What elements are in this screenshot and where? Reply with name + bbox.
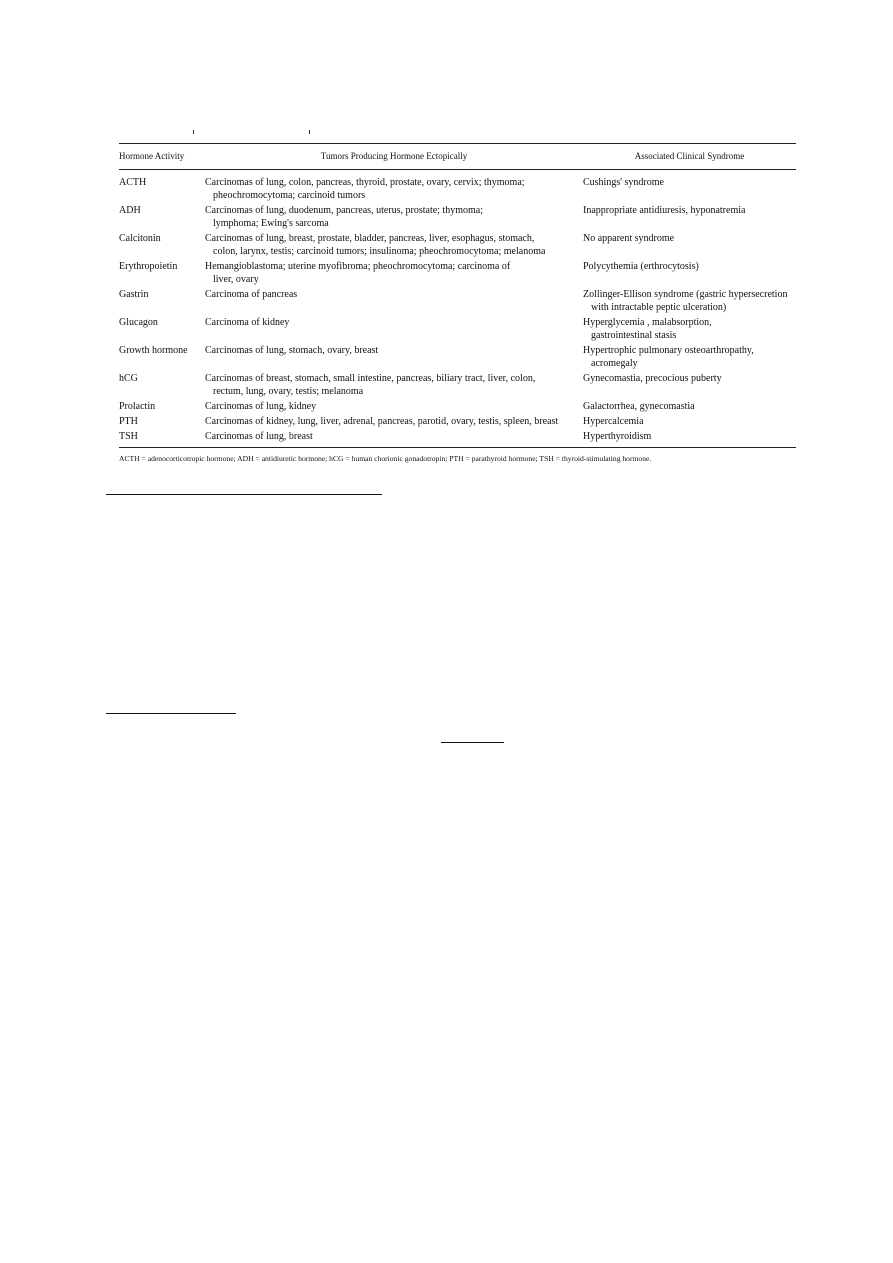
tumors-line: lymphoma; Ewing's sarcoma bbox=[213, 218, 329, 229]
tumors-line: liver, ovary bbox=[213, 274, 259, 285]
tumors-line: Carcinoma of kidney bbox=[205, 317, 290, 328]
syndrome-line: Galactorrhea, gynecomastia bbox=[583, 401, 695, 412]
hormone-cell: ADH bbox=[119, 205, 141, 216]
hormone-cell: Growth hormone bbox=[119, 345, 188, 356]
ectopic-hormone-table-container bbox=[119, 143, 796, 464]
tumors-line: rectum, lung, ovary, testis; melanoma bbox=[213, 386, 364, 397]
hormone-cell: Erythropoietin bbox=[119, 261, 178, 272]
ectopic-hormone-table bbox=[119, 143, 796, 448]
tumors-cell bbox=[205, 288, 583, 316]
column-header-syndrome: Associated Clinical Syndrome bbox=[583, 144, 796, 170]
table-row bbox=[119, 400, 796, 415]
tumors-cell bbox=[205, 260, 583, 288]
table-row bbox=[119, 430, 796, 448]
hormone-cell: PTH bbox=[119, 416, 138, 427]
table-row bbox=[119, 170, 796, 205]
hormone-cell: Prolactin bbox=[119, 401, 156, 412]
underline-rule bbox=[106, 713, 236, 714]
table-row bbox=[119, 260, 796, 288]
table-row bbox=[119, 415, 796, 430]
tumors-line: Hemangioblastoma; uterine myofibroma; pheochromocytoma; carcinoma of bbox=[205, 261, 511, 272]
syndrome-cell bbox=[583, 430, 796, 448]
syndrome-line: gastrointestinal stasis bbox=[591, 330, 677, 341]
tumors-cell bbox=[205, 204, 583, 232]
hormone-cell: Glucagon bbox=[119, 317, 158, 328]
tumors-cell bbox=[205, 316, 583, 344]
syndrome-line: Cushings' syndrome bbox=[583, 177, 664, 188]
tumors-line: Carcinomas of lung, colon, pancreas, thyroid, prostate, ovary, cervix; thymoma; bbox=[205, 177, 525, 188]
syndrome-line: with intractable peptic ulceration) bbox=[591, 302, 727, 313]
tumors-line: Carcinomas of lung, stomach, ovary, breast bbox=[205, 345, 379, 356]
table-row bbox=[119, 372, 796, 400]
table-body bbox=[119, 170, 796, 448]
syndrome-cell bbox=[583, 372, 796, 400]
header-tick-mark bbox=[309, 130, 310, 134]
syndrome-cell bbox=[583, 415, 796, 430]
hormone-cell: hCG bbox=[119, 373, 138, 384]
table-row bbox=[119, 288, 796, 316]
table-footnote: ACTH = adenocorticotropic hormone; ADH = antidiuretic hormone; hCG = human chorionic gonadotropin; PTH = parathyroid hormone; TSH = thyroid-stimulating hormone. bbox=[119, 454, 652, 463]
header-tick-mark bbox=[193, 130, 194, 134]
tumors-cell bbox=[205, 232, 583, 260]
syndrome-cell bbox=[583, 260, 796, 288]
table-row bbox=[119, 316, 796, 344]
column-header-tumors: Tumors Producing Hormone Ectopically bbox=[205, 144, 583, 170]
syndrome-line: Gynecomastia, precocious puberty bbox=[583, 373, 722, 384]
tumors-line: Carcinomas of lung, breast, prostate, bladder, pancreas, liver, esophagus, stomach, bbox=[205, 233, 535, 244]
tumors-cell bbox=[205, 400, 583, 415]
syndrome-cell bbox=[583, 344, 796, 372]
syndrome-line: acromegaly bbox=[591, 358, 638, 369]
table-row bbox=[119, 344, 796, 372]
syndrome-cell bbox=[583, 204, 796, 232]
tumors-line: pheochromocytoma; carcinoid tumors bbox=[213, 190, 366, 201]
syndrome-cell bbox=[583, 232, 796, 260]
syndrome-cell bbox=[583, 400, 796, 415]
syndrome-line: Hyperthyroidism bbox=[583, 431, 652, 442]
column-header-hormone: Hormone Activity bbox=[119, 144, 205, 170]
hormone-cell: TSH bbox=[119, 430, 205, 448]
syndrome-line: Zollinger-Ellison syndrome (gastric hypersecretion bbox=[583, 289, 788, 300]
underline-rule bbox=[106, 494, 382, 495]
syndrome-cell bbox=[583, 288, 796, 316]
table-row bbox=[119, 232, 796, 260]
tumors-line: Carcinomas of lung, breast bbox=[205, 431, 313, 442]
syndrome-line: No apparent syndrome bbox=[583, 233, 675, 244]
tumors-line: Carcinomas of kidney, lung, liver, adrenal, pancreas, parotid, ovary, testis, spleen, breast bbox=[205, 416, 559, 427]
tumors-line: Carcinomas of lung, duodenum, pancreas, uterus, prostate; thymoma; bbox=[205, 205, 483, 216]
hormone-cell: Calcitonin bbox=[119, 233, 161, 244]
hormone-cell: Gastrin bbox=[119, 289, 149, 300]
syndrome-cell bbox=[583, 316, 796, 344]
tumors-cell bbox=[205, 372, 583, 400]
syndrome-line: Hypercalcemia bbox=[583, 416, 644, 427]
tumors-cell bbox=[205, 344, 583, 372]
syndrome-cell bbox=[583, 170, 796, 205]
tumors-line: Carcinomas of breast, stomach, small intestine, pancreas, biliary tract, liver, colon, bbox=[205, 373, 536, 384]
tumors-line: Carcinomas of lung, kidney bbox=[205, 401, 317, 412]
syndrome-line: Hypertrophic pulmonary osteoarthropathy, bbox=[583, 345, 754, 356]
tumors-cell bbox=[205, 430, 583, 448]
tumors-line: colon, larynx, testis; carcinoid tumors; insulinoma; pheochromocytoma; melanoma bbox=[213, 246, 546, 257]
table-header-row bbox=[119, 144, 796, 170]
tumors-cell bbox=[205, 170, 583, 205]
syndrome-line: Hyperglycemia , malabsorption, bbox=[583, 317, 712, 328]
underline-rule bbox=[441, 742, 504, 743]
syndrome-line: Polycythemia (erthrocytosis) bbox=[583, 261, 699, 272]
hormone-cell: ACTH bbox=[119, 177, 147, 188]
syndrome-line: Inappropriate antidiuresis, hyponatremia bbox=[583, 205, 746, 216]
tumors-cell bbox=[205, 415, 583, 430]
table-row bbox=[119, 204, 796, 232]
tumors-line: Carcinoma of pancreas bbox=[205, 289, 298, 300]
